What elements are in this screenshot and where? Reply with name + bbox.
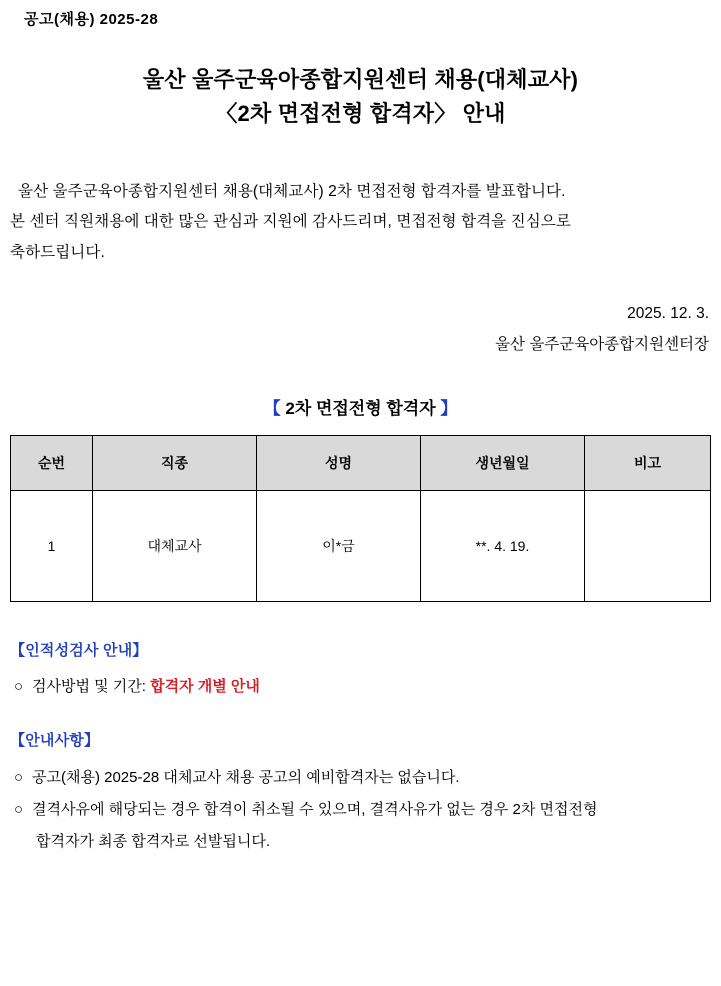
table-header-no: 순번: [11, 435, 93, 490]
table-header-note: 비고: [585, 435, 711, 490]
note-highlight-aptitude-1: 합격자 개별 안내: [150, 678, 260, 696]
signature-block: [10, 298, 711, 360]
page-title-line-1: 울산 울주군육아종합지원센터 채용(대체교사): [142, 67, 579, 92]
table-header-job: 직종: [93, 435, 257, 490]
note-line-info-1: [10, 765, 711, 791]
issuer-name: 울산 울주군육아종합지원센터장: [495, 335, 709, 353]
bullet-icon: ○: [14, 800, 24, 818]
intro-line-1: 울산 울주군육아종합지원센터 채용(대체교사) 2차 면접전형 합격자를 발표합니다.: [18, 183, 566, 201]
bullet-icon: ○: [14, 678, 24, 696]
section-heading-left-bracket: 【: [263, 398, 281, 418]
note-line-info-2: [10, 797, 711, 823]
notes-heading-aptitude: 【인적성검사 안내】: [10, 641, 148, 659]
cell-no: 1: [11, 490, 93, 601]
notes-group-info: [10, 728, 711, 855]
note-text-info-1: 공고(채용) 2025-28 대체교사 채용 공고의 예비합격자는 없습니다.: [32, 768, 460, 786]
intro-line-2: 본 센터 직원채용에 대한 많은 관심과 지원에 감사드리며, 면접전형 합격을 진심으로: [10, 213, 571, 231]
table-header-row: [11, 435, 711, 490]
results-table: [10, 435, 711, 602]
table-header-birth: 생년월일: [421, 435, 585, 490]
note-line-aptitude-1: [10, 674, 711, 700]
section-heading: [10, 394, 711, 419]
notes-heading-info: 【안내사항】: [10, 732, 100, 750]
notes-section: [10, 638, 711, 856]
cell-job: 대체교사: [93, 490, 257, 601]
notes-group-aptitude: [10, 638, 711, 701]
table-header-name: 성명: [257, 435, 421, 490]
notes-spacer: [10, 706, 711, 728]
cell-name: 이*금: [257, 490, 421, 601]
intro-line-3: 축하드립니다.: [10, 243, 105, 261]
cell-note: [585, 490, 711, 601]
section-heading-right-bracket: 】: [440, 398, 458, 418]
note-text-info-2-continuation: 합격자가 최종 합격자로 선발됩니다.: [36, 833, 271, 851]
note-text-aptitude-1: 검사방법 및 기간:: [32, 678, 151, 696]
document-page: [0, 8, 721, 986]
issue-date: 2025. 12. 3.: [627, 304, 709, 322]
cell-birth: **. 4. 19.: [421, 490, 585, 601]
page-title: [10, 63, 711, 131]
note-text-info-2: 결격사유에 해당되는 경우 합격이 취소될 수 있으며, 결격사유가 없는 경우 2차 면접전형: [32, 800, 598, 818]
page-title-line-2: 〈2차 면접전형 합격자〉 안내: [215, 101, 506, 127]
section-heading-text: 2차 면접전형 합격자: [285, 398, 436, 418]
bullet-icon: ○: [14, 768, 24, 786]
intro-paragraphs: [10, 177, 711, 268]
table-row: [11, 490, 711, 601]
notice-code: 공고(채용) 2025-28: [24, 11, 159, 28]
